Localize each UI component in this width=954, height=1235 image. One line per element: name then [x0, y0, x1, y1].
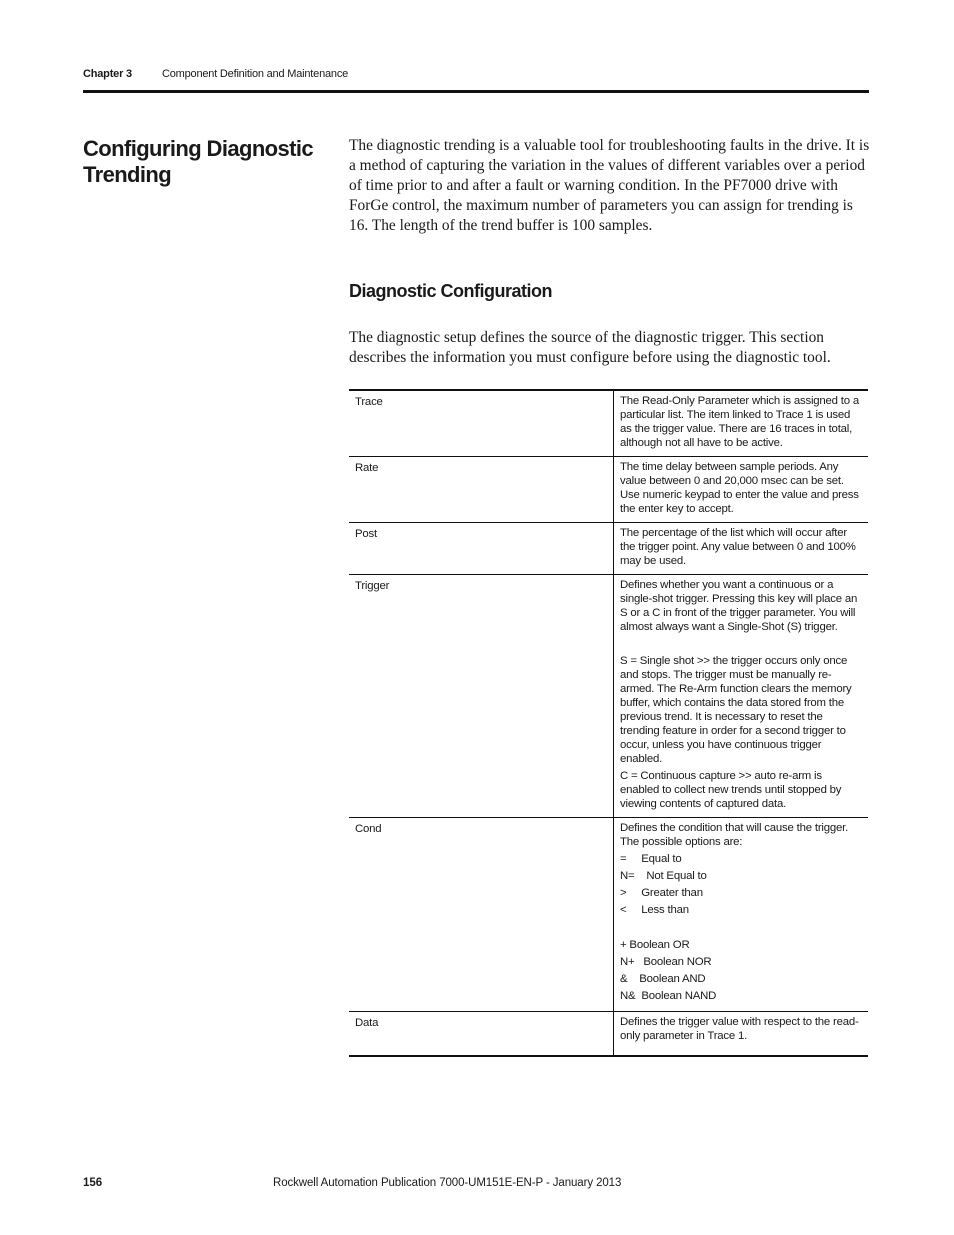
row-name-cond: Cond	[349, 818, 614, 1012]
trigger-desc-continuous: C = Continuous capture >> auto re-arm is enabled to collect new trends until stopped by viewing contents of captured data.	[620, 770, 842, 810]
cond-option: N= Not Equal to	[620, 870, 707, 882]
row-name-rate: Rate	[349, 457, 614, 523]
row-desc-trigger	[614, 575, 869, 818]
cond-option: + Boolean OR	[620, 939, 690, 951]
table-row	[349, 1012, 868, 1057]
chapter-title: Component Definition and Maintenance	[162, 68, 349, 80]
publication-info: Rockwell Automation Publication 7000-UM151E-EN-P - January 2013	[273, 1177, 622, 1189]
trigger-desc-single: S = Single shot >> the trigger occurs only once and stops. The trigger must be manually re-armed. The Re-Arm function clears the memory buffer, which contains the data stored from the previous trend. It is necessary to reset the trending feature in order for a second trigger to occur, unless you have continuous trigger enabled.	[620, 655, 852, 765]
section-title: Configuring Diagnostic Trending	[83, 136, 314, 187]
cond-option: = Equal to	[620, 853, 682, 865]
trigger-desc-intro: Defines whether you want a continuous or a single-shot trigger. Pressing this key will place an S or a C in front of the trigger parameter. You will almost always want a Single-Shot (S) trigger.	[620, 579, 858, 633]
cond-option: > Greater than	[620, 887, 703, 899]
cond-desc: Defines the condition that will cause the trigger. The possible options are:	[620, 822, 849, 848]
intro-paragraph: The diagnostic trending is a valuable tool for troubleshooting faults in the drive. It is a method of capturing the variation in the values of different variables over a period of time prior to and after a fault or warning condition. In the PF7000 drive with ForGe control, the maximum number of parameters you can assign for trending is 16. The length of the trend buffer is 100 samples.	[349, 137, 870, 234]
cond-option: < Less than	[620, 904, 689, 916]
cond-option: N+ Boolean NOR	[620, 956, 712, 968]
row-name-trigger: Trigger	[349, 575, 614, 818]
row-desc-rate: The time delay between sample periods. Any value between 0 and 20,000 msec can be set. Use numeric keypad to enter the value and press the enter key to accept.	[614, 457, 869, 523]
row-name-data: Data	[349, 1012, 614, 1057]
diagnostic-config-table	[349, 389, 868, 1057]
row-name-post: Post	[349, 523, 614, 575]
chapter-label: Chapter 3	[83, 68, 132, 80]
table-row	[349, 575, 868, 818]
row-name-trace: Trace	[349, 390, 614, 457]
cond-option: & Boolean AND	[620, 973, 706, 985]
subheading: Diagnostic Configuration	[349, 281, 552, 301]
table-row	[349, 390, 868, 457]
table-row	[349, 457, 868, 523]
page-number: 156	[83, 1177, 103, 1189]
table-row	[349, 523, 868, 575]
subheading-paragraph: The diagnostic setup defines the source of the diagnostic trigger. This section describes the information you must configure before using the diagnostic tool.	[349, 329, 831, 366]
cond-option: N& Boolean NAND	[620, 990, 717, 1002]
row-desc-trace: The Read-Only Parameter which is assigned to a particular list. The item linked to Trace 1 is used as the trigger value. There are 16 traces in total, although not all have to be active.	[614, 390, 869, 457]
page-header	[83, 66, 869, 93]
row-desc-cond	[614, 818, 869, 1012]
table-row	[349, 818, 868, 1012]
row-desc-post: The percentage of the list which will occur after the trigger point. Any value between 0 and 100% may be used.	[614, 523, 869, 575]
row-desc-data: Defines the trigger value with respect to the read-only parameter in Trace 1.	[620, 1016, 859, 1042]
